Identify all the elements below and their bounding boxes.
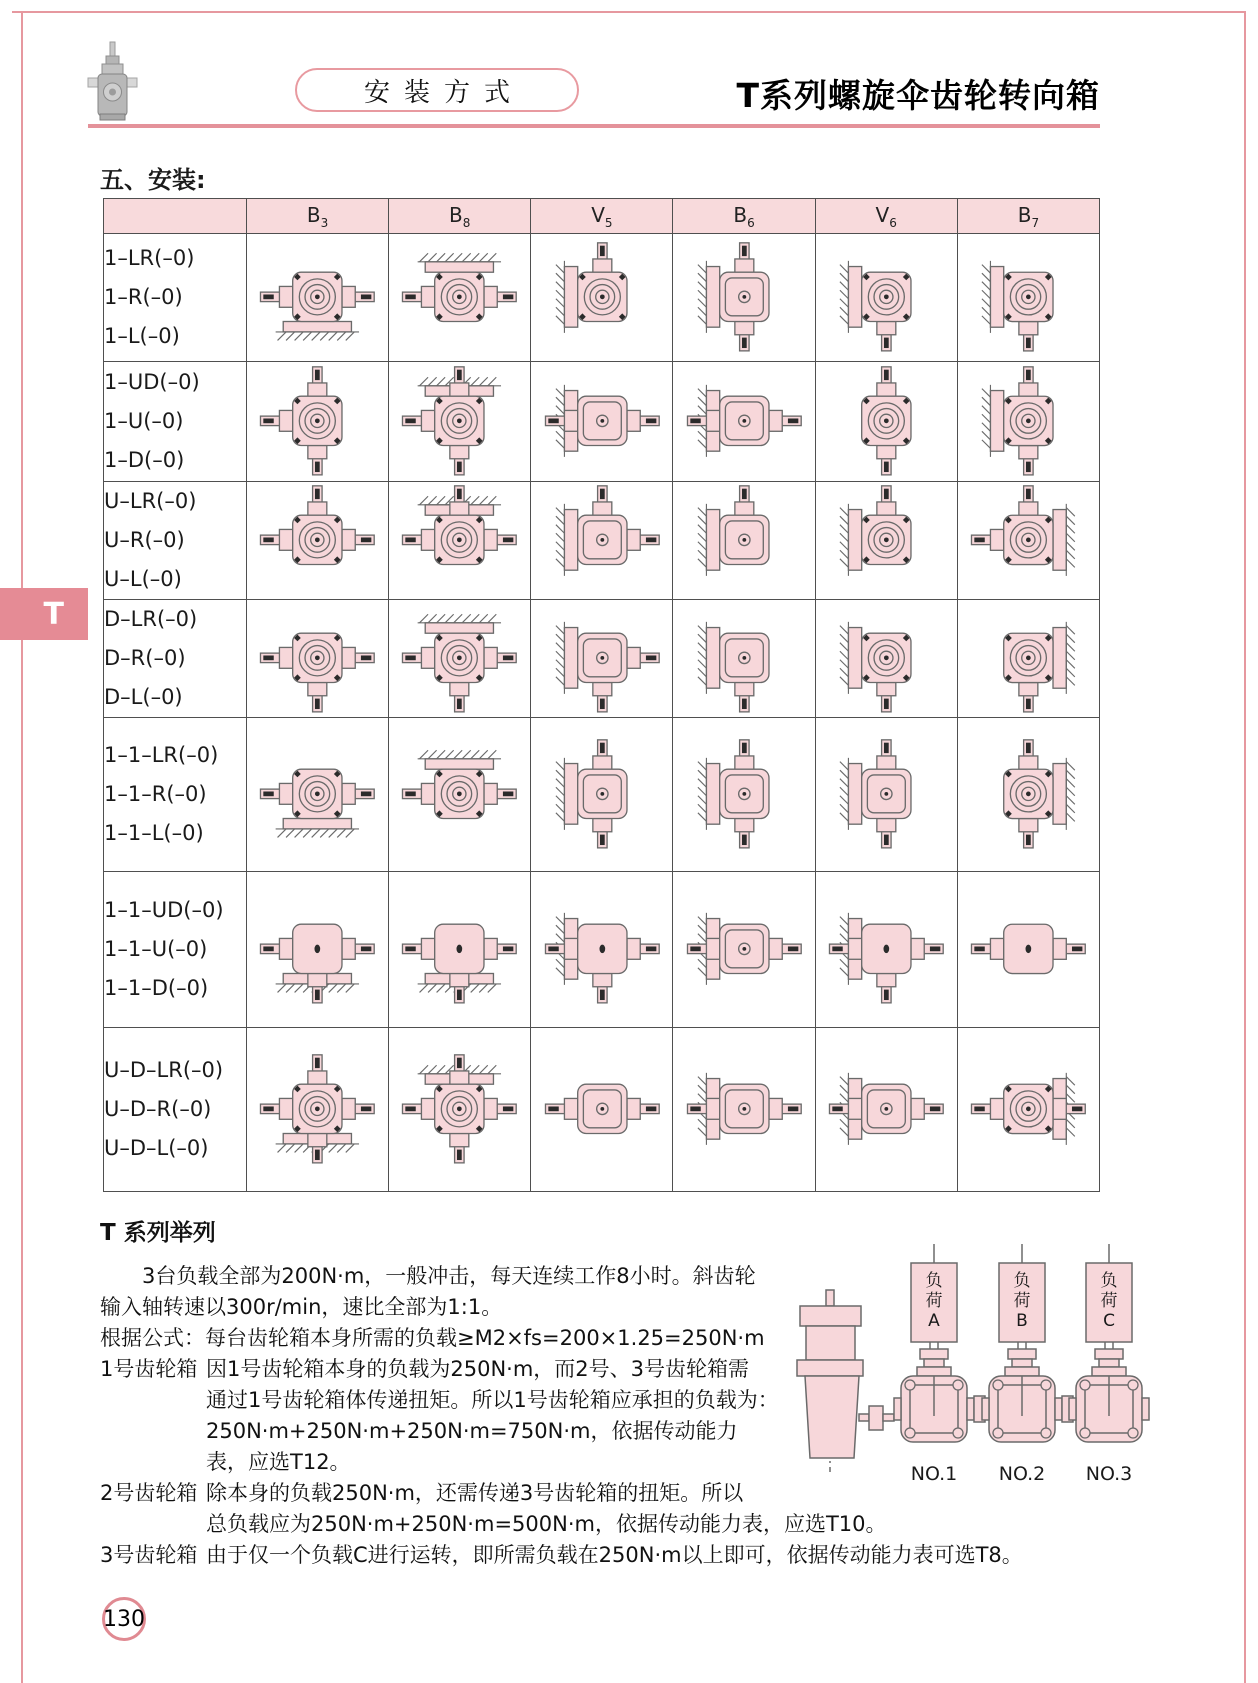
- mount-code: 1–L(–0): [104, 324, 180, 348]
- gearbox-drawing: [536, 601, 669, 717]
- gearbox-drawing: [678, 240, 811, 356]
- gearbox-drawing: [393, 737, 526, 853]
- example-item-line: 由于仅一个负载C进行运转，即所需负载在250N·m以上即可，依据传动能力表可选T8。: [206, 1543, 1023, 1567]
- mount-cell: [673, 482, 815, 600]
- gearbox-drawing: [962, 483, 1095, 599]
- mount-cell: [815, 234, 957, 362]
- header-rule: [88, 124, 1100, 128]
- mount-cell: [531, 872, 673, 1028]
- gearbox-drawing: [536, 364, 669, 480]
- mount-cell: [673, 872, 815, 1028]
- gearbox-drawing: [251, 240, 384, 356]
- gearbox-drawing: [251, 601, 384, 717]
- mount-code: D–LR(–0): [104, 607, 198, 631]
- gearbox-drawing: [678, 1052, 811, 1168]
- section-heading: 五、安装:: [100, 166, 206, 194]
- gearbox-drawing: [536, 892, 669, 1008]
- mount-code: 1–1–LR(–0): [104, 743, 219, 767]
- column-header: $B_7$: [957, 199, 1099, 234]
- load-label: 负荷 A: [925, 1271, 943, 1331]
- page-number: 130: [102, 1597, 146, 1641]
- mount-cell: [389, 600, 531, 718]
- mount-code: 1–1–D(–0): [104, 976, 209, 1000]
- gearbox-drawing: [962, 240, 1095, 356]
- row-labels: [104, 1028, 247, 1192]
- row-labels: [104, 482, 247, 600]
- table-row: [104, 1028, 1100, 1192]
- gearbox-drawing: [678, 483, 811, 599]
- load-label: 负荷 B: [1013, 1271, 1031, 1331]
- gearbox-drawing: [393, 364, 526, 480]
- page-frame-top: [12, 11, 1246, 13]
- mount-table: [103, 198, 1100, 1192]
- mount-code: 1–D(–0): [104, 448, 185, 472]
- example-heading: T 系列举列: [100, 1220, 216, 1246]
- mount-cell: [957, 600, 1099, 718]
- gearbox-drawing: [820, 483, 953, 599]
- gearbox-drawing: [820, 601, 953, 717]
- series-tab: T: [0, 588, 88, 640]
- example-item-description: [206, 1540, 1180, 1571]
- mount-code: 1–1–L(–0): [104, 821, 204, 845]
- mount-cell: [815, 600, 957, 718]
- load-label: 负荷 C: [1100, 1271, 1118, 1331]
- mount-cell: [815, 872, 957, 1028]
- mount-code: 1–LR(–0): [104, 246, 195, 270]
- gearbox-drawing: [962, 364, 1095, 480]
- mount-cell: [531, 482, 673, 600]
- example-diagram: [733, 1192, 1178, 1492]
- example-item-line: 表，应选T12。: [206, 1450, 351, 1474]
- example-item-term: 2号齿轮箱: [100, 1481, 198, 1505]
- mount-cell: [957, 718, 1099, 872]
- column-header: $B_6$: [673, 199, 815, 234]
- gearbox-drawing: [251, 892, 384, 1008]
- column-header: $V_5$: [531, 199, 673, 234]
- mount-code: 1–U(–0): [104, 409, 184, 433]
- mount-cell: [247, 482, 389, 600]
- mount-cell: [957, 1028, 1099, 1192]
- mount-cell: [957, 872, 1099, 1028]
- gearbox-drawing: [393, 483, 526, 599]
- table-row: [104, 362, 1100, 482]
- mount-cell: [673, 362, 815, 482]
- row-labels: [104, 600, 247, 718]
- unit-number-label: NO.3: [1085, 1463, 1133, 1485]
- mount-cell: [531, 234, 673, 362]
- mount-code: 1–1–U(–0): [104, 937, 208, 961]
- header-row: [104, 199, 1100, 234]
- mount-cell: [247, 362, 389, 482]
- table-row: [104, 600, 1100, 718]
- gearbox-drawing: [251, 1052, 384, 1168]
- unit-number-label: NO.2: [998, 1463, 1046, 1485]
- corner-cell: [104, 199, 247, 234]
- mount-cell: [389, 718, 531, 872]
- mount-cell: [389, 362, 531, 482]
- row-labels: [104, 718, 247, 872]
- example-intro-line: 输入轴转速以300r/min，速比全部为1:1。: [100, 1295, 503, 1319]
- gearbox-drawing: [962, 737, 1095, 853]
- mount-code: 1–R(–0): [104, 285, 183, 309]
- gearbox-drawing: [962, 892, 1095, 1008]
- example-item-term: 1号齿轮箱: [100, 1357, 198, 1381]
- mount-cell: [531, 362, 673, 482]
- mount-cell: [815, 1028, 957, 1192]
- mount-code: U–LR(–0): [104, 489, 197, 513]
- mount-cell: [531, 718, 673, 872]
- gearbox-drawing: [962, 601, 1095, 717]
- mount-code: U–D–LR(–0): [104, 1058, 224, 1082]
- mount-cell: [247, 600, 389, 718]
- gearbox-drawing: [678, 364, 811, 480]
- mount-code: U–L(–0): [104, 567, 182, 591]
- gearbox-drawing: [820, 737, 953, 853]
- gearbox-drawing: [820, 892, 953, 1008]
- gearbox-drawing: [393, 1052, 526, 1168]
- mount-cell: [957, 362, 1099, 482]
- mount-cell: [389, 1028, 531, 1192]
- example-item-line: 除本身的负载250N·m，还需传递3号齿轮箱的扭矩。所以: [206, 1481, 744, 1505]
- example-item-line: 通过1号齿轮箱体传递扭矩。所以1号齿轮箱应承担的负载为：: [206, 1388, 779, 1412]
- table-row: [104, 482, 1100, 600]
- gearbox-drawing: [251, 364, 384, 480]
- mount-cell: [389, 872, 531, 1028]
- mount-code: U–R(–0): [104, 528, 185, 552]
- mount-cell: [673, 234, 815, 362]
- example-item: [100, 1540, 1180, 1571]
- mount-cell: [531, 1028, 673, 1192]
- table-row: [104, 872, 1100, 1028]
- mount-cell: [247, 872, 389, 1028]
- gearbox-drawing: [251, 483, 384, 599]
- mount-code: D–L(–0): [104, 685, 183, 709]
- gearbox-drawing: [251, 737, 384, 853]
- gearbox-drawing: [820, 364, 953, 480]
- mount-cell: [389, 482, 531, 600]
- example-item-line: 总负载应为250N·m+250N·m=500N·m，依据传动能力表，应选T10。: [206, 1512, 887, 1536]
- gearbox-drawing: [820, 1052, 953, 1168]
- table-row: [104, 234, 1100, 362]
- row-labels: [104, 872, 247, 1028]
- mount-cell: [815, 362, 957, 482]
- logo-gearbox-image: [84, 40, 142, 122]
- example-formula: 根据公式：每台齿轮箱本身所需的负载≥M2×fs=200×1.25=250N·m: [100, 1326, 765, 1350]
- mount-code: 1–1–R(–0): [104, 782, 207, 806]
- mount-cell: [673, 600, 815, 718]
- mount-cell: [815, 718, 957, 872]
- mount-code: U–D–R(–0): [104, 1097, 212, 1121]
- column-header: $B_3$: [247, 199, 389, 234]
- column-header: $V_6$: [815, 199, 957, 234]
- mount-code: D–R(–0): [104, 646, 186, 670]
- gearbox-drawing: [678, 601, 811, 717]
- mount-code: 1–UD(–0): [104, 370, 200, 394]
- mount-cell: [247, 1028, 389, 1192]
- gearbox-drawing: [820, 240, 953, 356]
- gearbox-drawing: [678, 737, 811, 853]
- gearbox-drawing: [536, 737, 669, 853]
- row-labels: [104, 234, 247, 362]
- gearbox-drawing: [962, 1052, 1095, 1168]
- mount-cell: [815, 482, 957, 600]
- gearbox-drawing: [536, 483, 669, 599]
- mount-cell: [957, 234, 1099, 362]
- mount-cell: [957, 482, 1099, 600]
- page-frame-right: [1244, 11, 1246, 1683]
- example-intro-line: 3台负载全部为200N·m，一般冲击，每天连续工作8小时。斜齿轮: [142, 1264, 756, 1288]
- table-row: [104, 718, 1100, 872]
- mount-cell: [389, 234, 531, 362]
- gearbox-drawing: [678, 892, 811, 1008]
- gearbox-drawing: [393, 240, 526, 356]
- page-title: T系列螺旋伞齿轮转向箱: [736, 76, 1100, 115]
- mount-cell: [247, 234, 389, 362]
- mount-cell: [673, 1028, 815, 1192]
- example-item-line: 因1号齿轮箱本身的负载为250N·m，而2号、3号齿轮箱需: [206, 1357, 750, 1381]
- page-frame-left: [21, 11, 23, 1683]
- mount-cell: [531, 600, 673, 718]
- mount-code: 1–1–UD(–0): [104, 898, 224, 922]
- unit-number-label: NO.1: [910, 1463, 958, 1485]
- gearbox-drawing: [393, 892, 526, 1008]
- row-labels: [104, 362, 247, 482]
- example-item-term: 3号齿轮箱: [100, 1543, 198, 1567]
- example-item-line: 250N·m+250N·m+250N·m=750N·m，依据传动能力: [206, 1419, 738, 1443]
- installation-method-badge: 安装方式: [295, 68, 579, 112]
- mount-cell: [247, 718, 389, 872]
- mount-code: U–D–L(–0): [104, 1136, 209, 1160]
- mount-cell: [673, 718, 815, 872]
- gearbox-drawing: [536, 240, 669, 356]
- gearbox-drawing: [393, 601, 526, 717]
- column-header: $B_8$: [389, 199, 531, 234]
- gearbox-drawing: [536, 1052, 669, 1168]
